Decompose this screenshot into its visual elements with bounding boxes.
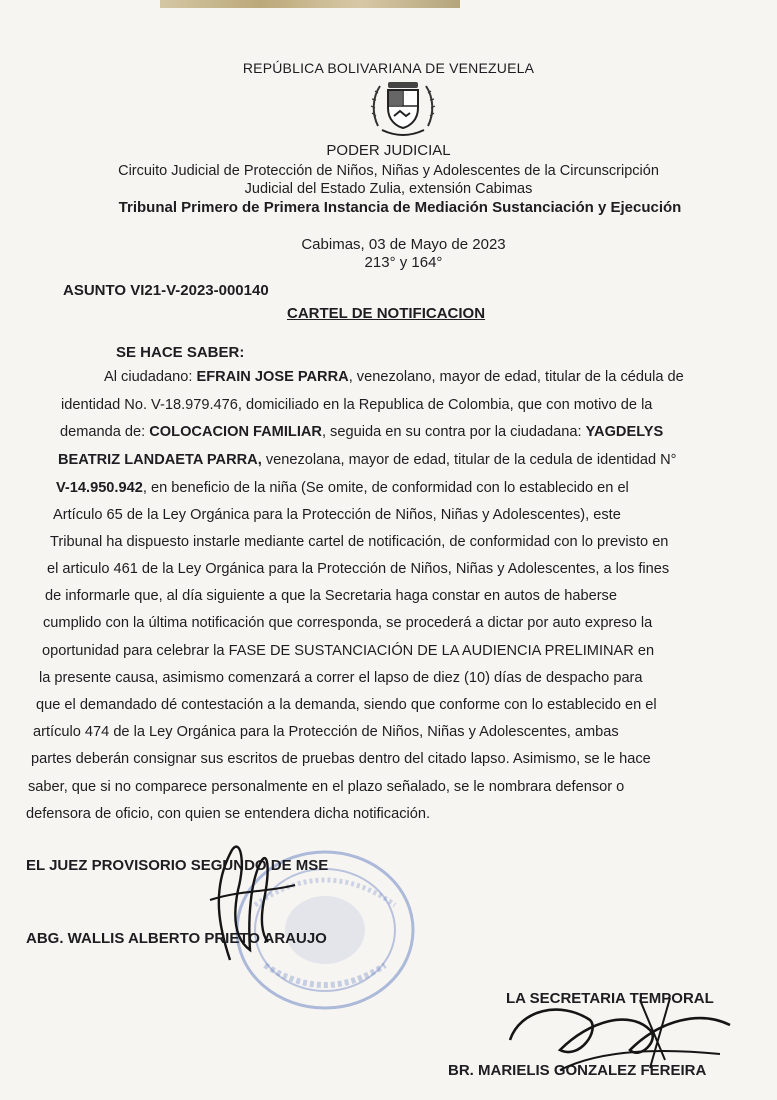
body-line: partes deberán consignar sus escritos de pruebas dentro del citado lapso. Asimismo, se le hace [31,751,651,767]
body-line: defensora de oficio, con quien se entendera dicha notificación. [26,806,431,822]
top-decorative-band [160,0,460,8]
body-text-segment: venezolana, mayor de edad, titular de la cedula de identidad N° [261,452,677,468]
place-and-date [0,236,777,272]
se-hace-saber: SE HACE SABER: [116,344,245,361]
body-text-segment: , seguida en su contra por la ciudadana: [321,424,586,440]
case-number: ASUNTO VI21-V-2023-000140 [63,282,269,299]
place-date-line: Cabimas, 03 de Mayo de 2023 [301,236,506,253]
poder-judicial-heading: PODER JUDICIAL [326,142,451,159]
body-line: Tribunal ha dispuesto instarle mediante cartel de notificación, de conformidad con lo previsto en [50,534,669,550]
secretary-signature [500,980,770,1090]
body-line: de informarle que, al día siguiente a que la Secretaria haga constar en autos de haberse [45,588,617,604]
body-line: cumplido con la última notificación que corresponda, se procederá a dictar por auto expreso la [43,615,653,631]
tribunal-heading: Tribunal Primero de Primera Instancia de Mediación Sustanciación y Ejecución [118,199,682,216]
circuit-line-1: Circuito Judicial de Protección de Niños, Niñas y Adolescentes de la Circunscripción [118,163,659,179]
body-text-segment: , venezolano, mayor de edad, titular de la cédula de [348,369,684,385]
body-line: el articulo 461 de la Ley Orgánica para la Protección de Niños, Niñas y Adolescentes, a los fines [47,561,670,577]
secretary-title: LA SECRETARIA TEMPORAL [506,990,714,1007]
body-line: que el demandado dé contestación a la demanda, siendo que conforme con lo establecido en el [36,697,657,713]
body-line [104,369,684,385]
circuit-heading [0,162,777,198]
body-line [56,480,629,496]
secretary-name: BR. MARIELIS GONZALEZ FEREIRA [448,1062,707,1079]
body-text-segment: demanda de: [60,424,150,440]
years-line: 213° y 164° [364,254,443,271]
id-number: V-14.950.942 [56,480,143,496]
judge-signature [190,830,310,970]
body-line [58,452,677,468]
person-name: YAGDELYS [585,424,664,440]
body-line: artículo 474 de la Ley Orgánica para la Protección de Niños, Niñas y Adolescentes, ambas [33,724,619,740]
body-line: saber, que si no comparece personalmente en el plazo señalado, se le nombrara defensor o [28,779,625,795]
judge-name: ABG. WALLIS ALBERTO PRIETO ARAUJO [26,930,327,947]
circuit-line-2: Judicial del Estado Zulia, extensión Cabimas [244,181,533,197]
person-name: EFRAIN JOSE PARRA [196,369,349,385]
coat-of-arms-icon [370,76,436,138]
person-name: BEATRIZ LANDAETA PARRA, [58,452,262,468]
republic-heading: REPÚBLICA BOLIVARIANA DE VENEZUELA [242,60,535,76]
body-line: Artículo 65 de la Ley Orgánica para la Protección de Niños, Niñas y Adolescentes), este [53,507,621,523]
document-title: CARTEL DE NOTIFICACION [287,305,486,322]
body-text-segment: , en beneficio de la niña (Se omite, de conformidad con lo establecido en el [142,480,629,496]
body-line [60,424,663,440]
judge-title: EL JUEZ PROVISORIO SEGUNDO DE MSE [26,857,329,874]
claim-type: COLOCACION FAMILIAR [149,424,322,440]
body-line: la presente causa, asimismo comenzará a correr el lapso de diez (10) días de despacho para [39,670,643,686]
body-line: oportunidad para celebrar la FASE DE SUSTANCIACIÓN DE LA AUDIENCIA PRELIMINAR en [42,643,655,659]
body-text-segment: Al ciudadano: [104,369,197,385]
body-line: identidad No. V-18.979.476, domiciliado en la Republica de Colombia, que con motivo de la [61,397,653,413]
